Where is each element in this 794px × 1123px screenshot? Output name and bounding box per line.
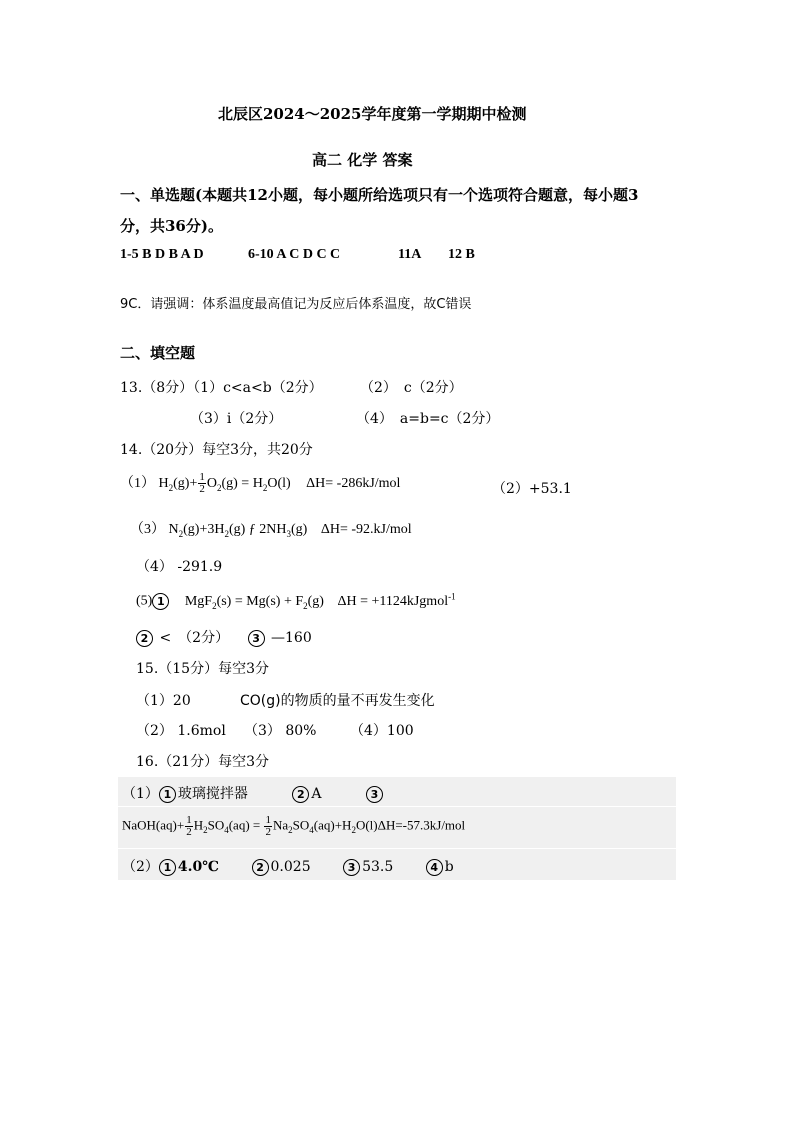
circled-number-2: 2 [292,786,309,803]
q16-row-divider [118,806,676,807]
circled-number-1: 1 [159,859,176,876]
q16-r3-a3: 53.5 [362,859,394,875]
q14-p1-prefix: （1） [120,476,155,491]
circled-number-2: 2 [252,859,269,876]
q13-part4: （4） a=b=c（2分） [356,411,500,427]
q14-p3-dh: ΔH= -92.kJ/mol [320,522,412,537]
q16-r3-a1: 4.0℃ [177,859,220,875]
fraction-half: $\frac{1}{2}$ [186,814,192,838]
fraction-half: $\frac{1}{2}$ [265,814,271,838]
page-title: 北辰区2024～2025学年度第一学期期中检测 [218,105,527,123]
q14-p3-eq: $N_2(g)+3H_2(g)$ ƒ $2NH_3(g)$ [168,522,308,539]
answer-12: 12 B [448,247,475,262]
q15-part4: （4）100 [350,723,414,739]
circled-number-4: 4 [426,859,443,876]
answers-6-10: 6-10 A C D C C [248,247,341,262]
q14-p5-dh: ΔH = +1124kJgmol$^{-1}$ [337,591,456,609]
circled-number-1: 1 [152,593,169,610]
q16-row-divider [118,848,676,849]
q15-part1-text: CO(g)的物质的量不再发生变化 [240,693,435,709]
q16-r3-a2: 0.025 [270,859,311,875]
q14-p3-prefix: （3） [130,522,165,537]
q14-p1-dh: ΔH= -286kJ/mol [306,476,401,491]
q14-p5-ans3: —160 [271,630,312,646]
q14-part5 [136,591,456,610]
q16-r3-prefix: （2） [122,859,159,875]
q14-part5-line2 [136,627,312,647]
q16-row3 [122,856,454,876]
answers-1-5: 1-5 B D B A D [120,247,204,262]
answer-note-9: 9C．请强调：体系温度最高值记为反应后体系温度，故C错误 [120,297,472,312]
q14-p5-eq: $MgF_2(s) = Mg(s) + F_2(g)$ [184,593,324,611]
q16-row1 [122,783,385,803]
section1-heading-line1: 一、单选题(本题共12小题，每小题所给选项只有一个选项符合题意，每小题3 [120,186,639,204]
circled-number-1: 1 [159,786,176,803]
section1-heading-line2: 分，共36分)。 [120,217,223,235]
q13-line1: 13.（8分）（1）c<a<b（2分） [120,380,323,396]
q15-label: 15.（15分）每空3分 [136,661,269,677]
q14-p5-ans2: < （2分） [159,630,230,646]
q14-p1-eq: $H_2(g)+$ $\frac{1}{2}$ $O_2(g) = H_2O(l)$ [158,471,291,496]
q14-p5-prefix: (5) [136,593,153,609]
q16-label: 16.（21分）每空3分 [136,754,269,770]
q16-r1-prefix: （1） [122,786,159,802]
q16-equation: NaOH(aq)+ $\frac{1}{2}$ $H_2SO_4(aq)$ = $\frac{1}{2}$ $Na_2SO_4(aq)+H_2O(l)\Delta H=-57.3kJ$/mol [122,814,466,838]
q14-part1 [120,472,400,495]
circled-number-3: 3 [248,630,265,647]
circled-number-3: 3 [343,859,360,876]
q16-r1-a2: A [311,786,322,802]
q15-part1: （1）20 [136,693,191,709]
answer-11: 11A [398,247,422,262]
circled-number-2: 2 [136,630,153,647]
q14-label: 14.（20分）每空3分，共20分 [120,442,313,458]
q16-r3-a4: b [444,859,454,875]
q15-part3: （3） 80% [244,723,317,739]
q13-part3: （3）i（2分） [190,411,283,427]
q14-part2: （2）+53.1 [492,481,572,497]
q14-part3 [130,518,412,539]
circled-number-3: 3 [366,786,383,803]
section2-heading: 二、填空题 [120,344,196,362]
q15-part2: （2） 1.6mol [136,723,226,739]
page-subtitle: 高二 化学 答案 [312,151,413,169]
q13-part2: （2） c（2分） [360,380,463,396]
q14-part4: （4） -291.9 [136,559,223,575]
fraction-half: $\frac{1}{2}$ [199,471,205,496]
q16-r1-a1: 玻璃搅拌器 [177,786,248,802]
